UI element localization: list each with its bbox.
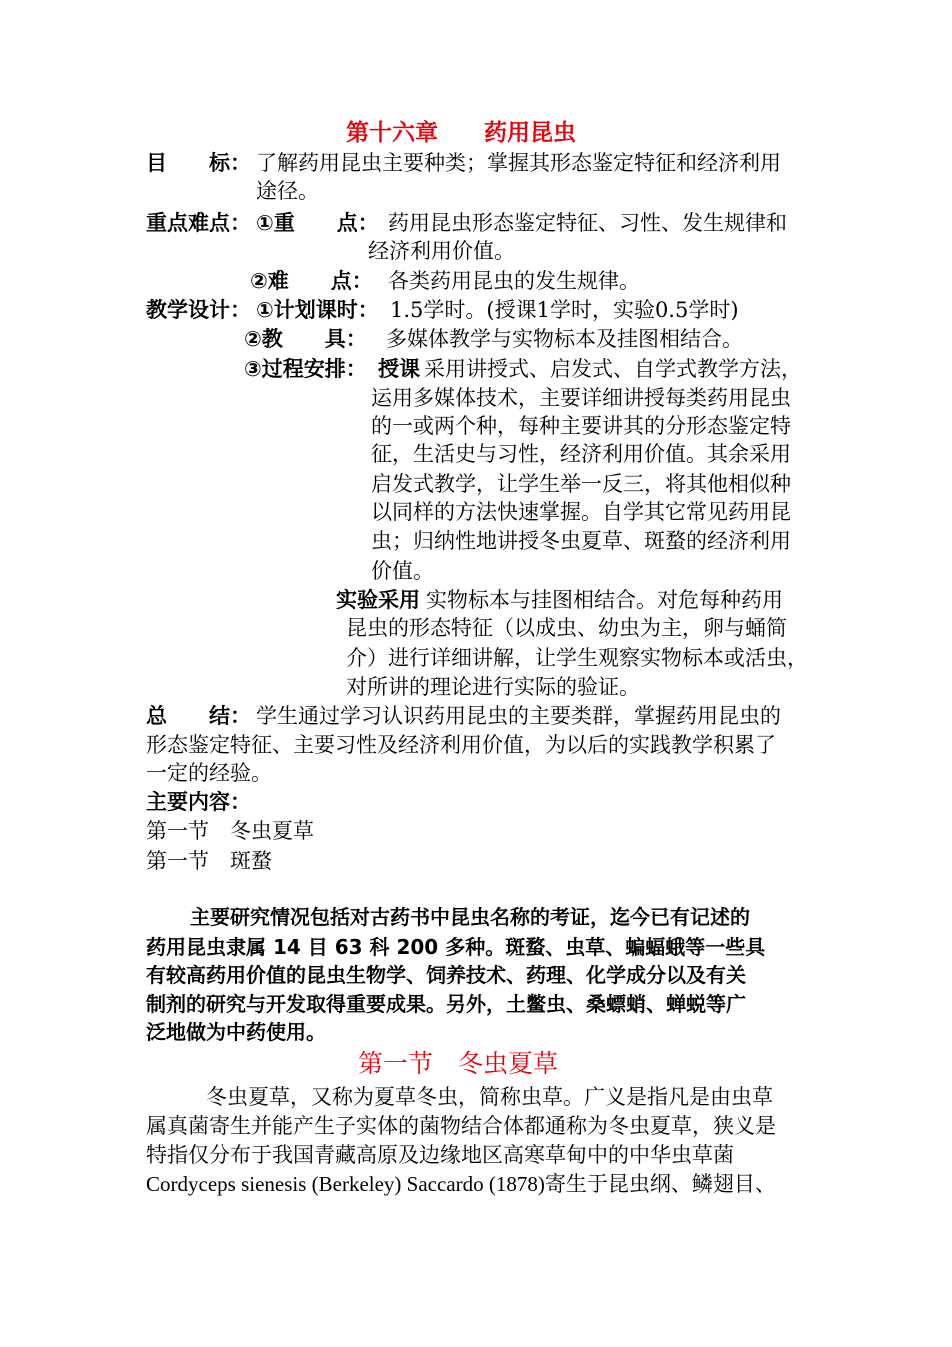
focus-line: 经济利用价值。 [368, 239, 515, 263]
design-label: 教学设计： [146, 298, 251, 322]
latin-name: Cordyceps sienesis (Berkeley) Saccardo (1878) [146, 1172, 545, 1196]
lecture-line: 征，生活史与习性，经济利用价值。其余采用 [371, 442, 791, 466]
contents-item: 第一节 斑蝥 [146, 849, 272, 873]
lab-line: 实物标本与挂图相结合。对危每种药用 [426, 588, 783, 612]
lecture-line: 的一或两个种，每种主要讲其的分形态鉴定特 [371, 414, 791, 438]
tools-label: ②教 具： [244, 327, 367, 351]
difficulty-text: 各类药用昆虫的发生规律。 [388, 269, 640, 293]
hours-label: ①计划课时： [256, 298, 379, 322]
lecture-line: 运用多媒体技术，主要详细讲授每类药用昆虫 [371, 386, 791, 410]
lecture-line: 虫；归纳性地讲授冬虫夏草、斑蝥的经济利用 [371, 529, 791, 553]
lab-line: 对所讲的理论进行实际的验证。 [346, 675, 640, 699]
lecture-line: 以同样的方法快速掌握。自学其它常见药用昆 [371, 500, 791, 524]
contents-label: 主要内容： [146, 790, 251, 814]
focus-label: ①重 点： [256, 211, 379, 235]
summary-line: 学生通过学习认识药用昆虫的主要类群，掌握药用昆虫的 [256, 704, 781, 728]
tools-text: 多媒体教学与实物标本及挂图相结合。 [386, 327, 743, 351]
research-line: 制剂的研究与开发取得重要成果。另外，土鳖虫、桑螵蛸、蝉蜕等广 [146, 992, 746, 1016]
research-line: 泛地做为中药使用。 [146, 1020, 326, 1044]
goal-label: 目 标： [146, 151, 251, 175]
difficulty-label: ②难 点： [250, 269, 373, 293]
key-points-label: 重点难点： [146, 211, 251, 235]
research-line: 主要研究情况包括对古药书中昆虫名称的考证，迄今已有记述的 [190, 905, 750, 929]
focus-line: 药用昆虫形态鉴定特征、习性、发生规律和 [388, 211, 787, 235]
summary-line: 形态鉴定特征、主要习性及经济利用价值，为以后的实践教学积累了 [146, 733, 776, 757]
goal-line: 了解药用昆虫主要种类；掌握其形态鉴定特征和经济利用 [256, 151, 781, 175]
process-label: ③过程安排： [244, 357, 367, 381]
research-line: 有较高药用价值的昆虫生物学、饲养技术、药理、化学成分以及有关 [146, 963, 746, 987]
lecture-line: 价值。 [371, 559, 434, 583]
section-line: 特指仅分布于我国青藏高原及边缘地区高寒草甸中的中华虫草菌 [146, 1143, 734, 1167]
lab-label: 实验采用 [336, 588, 420, 612]
summary-line: 一定的经验。 [146, 761, 272, 785]
latin-tail: 寄生于昆虫纲、鳞翅目、 [544, 1172, 776, 1196]
contents-item: 第一节 冬虫夏草 [146, 819, 314, 843]
hours-text: 1.5学时。(授课1学时，实验0.5学时) [390, 298, 739, 322]
research-line: 药用昆虫隶属 14 目 63 科 200 多种。斑蝥、虫草、蝙蝠蛾等一些具 [146, 935, 766, 959]
lecture-line: 启发式教学，让学生举一反三，将其他相似种 [371, 472, 791, 496]
section-line: 冬虫夏草，又称为夏草冬虫，简称虫草。广义是指凡是由虫草 [206, 1085, 773, 1109]
summary-label: 总 结： [146, 704, 251, 728]
lecture-label: 授课 [378, 357, 420, 381]
lecture-line: 采用讲授式、启发式、自学式教学方法， [424, 357, 802, 381]
lab-line: 介）进行详细讲解，让学生观察实物标本或活虫， [346, 646, 808, 670]
section-latin-line [146, 1170, 776, 1198]
lab-line: 昆虫的形态特征（以成虫、幼虫为主，卵与蛹简 [346, 616, 787, 640]
section-line: 属真菌寄生并能产生子实体的菌物结合体都通称为冬虫夏草，狭义是 [146, 1114, 776, 1138]
goal-line: 途径。 [256, 179, 319, 203]
section-title: 第一节 冬虫夏草 [358, 1049, 559, 1078]
chapter-title: 第十六章 药用昆虫 [346, 120, 576, 146]
